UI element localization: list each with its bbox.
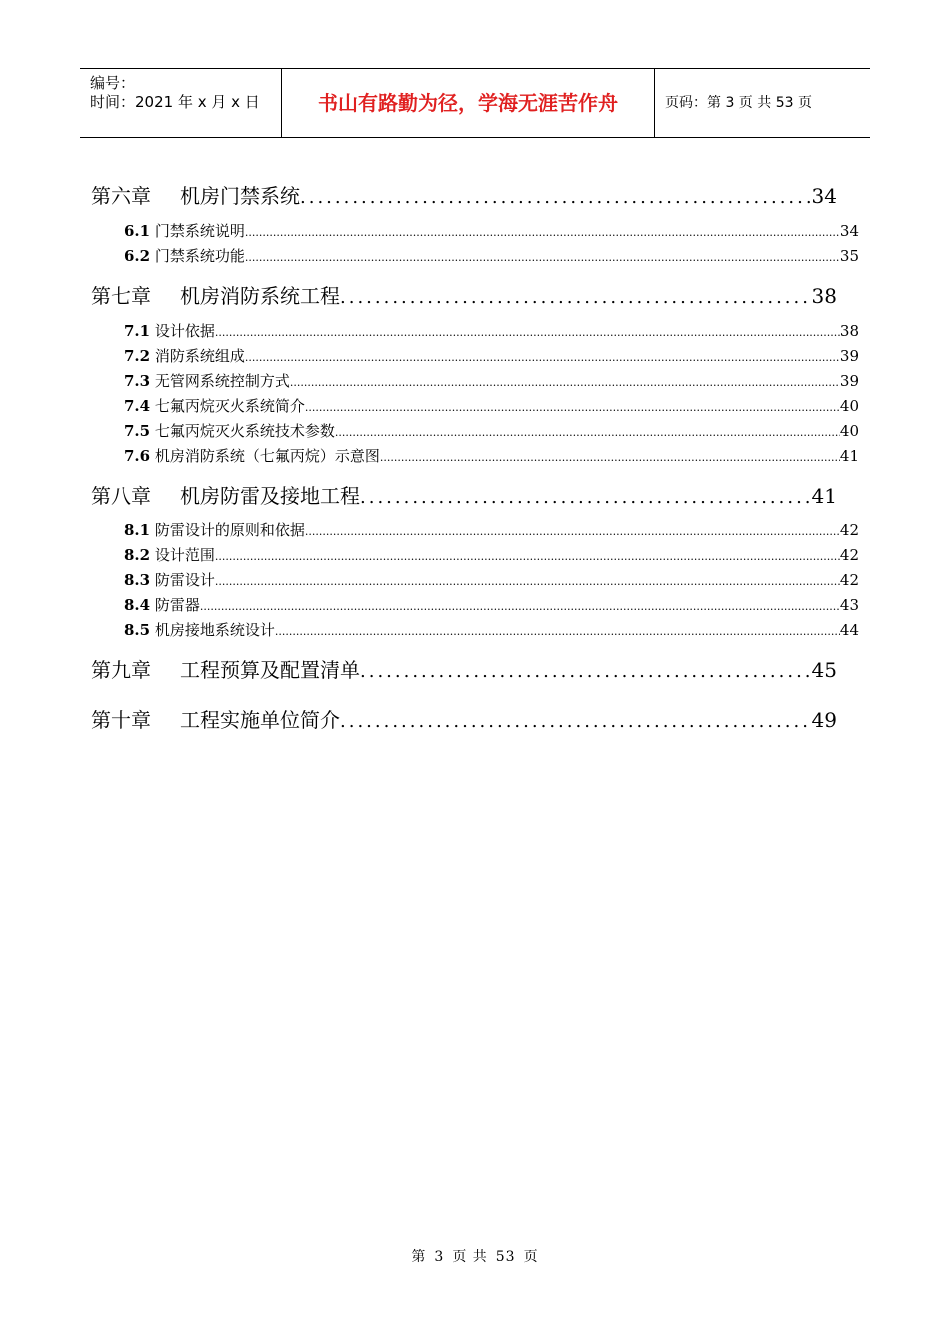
chapter-title: 机房防雷及接地工程 — [180, 484, 360, 508]
header-table — [80, 68, 870, 138]
section-number: 7.3 — [124, 372, 151, 390]
toc-section[interactable] — [124, 370, 859, 391]
number-label: 编号： — [90, 74, 136, 92]
footer-middle: 页 共 — [452, 1249, 488, 1265]
toc-section[interactable] — [124, 220, 859, 241]
toc-section[interactable] — [124, 619, 859, 640]
toc-chapter[interactable] — [91, 654, 837, 683]
toc-section[interactable] — [124, 345, 859, 366]
section-title: 消防系统组成 — [150, 347, 245, 365]
page-number: 41 — [839, 447, 859, 465]
chapter-number: 第八章 — [91, 484, 151, 508]
leader-dots — [215, 326, 840, 339]
page-number: 43 — [839, 596, 859, 614]
footer-total: 53 — [495, 1249, 516, 1265]
leader-dots — [360, 487, 810, 508]
section-number: 7.1 — [124, 322, 151, 340]
leader-dots — [300, 187, 810, 208]
leader-dots — [380, 451, 840, 464]
toc-section[interactable] — [124, 420, 859, 441]
section-number: 7.6 — [124, 447, 151, 465]
section-number: 8.1 — [124, 521, 151, 539]
section-number: 6.2 — [124, 247, 151, 265]
toc-chapter[interactable] — [91, 704, 837, 733]
section-title: 设计范围 — [150, 546, 215, 564]
toc-section[interactable] — [124, 445, 859, 466]
chapter-title: 机房门禁系统 — [180, 184, 300, 208]
toc-section[interactable] — [124, 320, 859, 341]
section-number: 8.3 — [124, 571, 151, 589]
leader-dots — [290, 376, 840, 389]
section-number: 8.2 — [124, 546, 151, 564]
page-number: 34 — [811, 184, 837, 208]
leader-dots — [275, 625, 840, 638]
page-number: 39 — [839, 372, 859, 390]
section-number: 7.4 — [124, 397, 151, 415]
section-title: 机房接地系统设计 — [150, 621, 275, 639]
chapter-number: 第七章 — [91, 284, 151, 308]
page-number: 44 — [839, 621, 859, 639]
section-title: 防雷器 — [150, 596, 200, 614]
section-title: 七氟丙烷灭火系统简介 — [150, 397, 305, 415]
footer-prefix: 第 — [411, 1249, 427, 1265]
section-title: 机房消防系统（七氟丙烷）示意图 — [150, 447, 380, 465]
section-number: 8.4 — [124, 596, 151, 614]
section-title: 防雷设计 — [150, 571, 215, 589]
section-title: 设计依据 — [150, 322, 215, 340]
chapter-number: 第九章 — [91, 658, 151, 682]
page-number: 34 — [839, 222, 859, 240]
leader-dots — [245, 251, 840, 264]
date-label: 时间：2021 年 x 月 x 日 — [90, 93, 260, 111]
toc-chapter[interactable] — [91, 480, 837, 509]
toc-chapter[interactable] — [91, 280, 837, 309]
toc-section[interactable] — [124, 594, 859, 615]
leader-dots — [215, 575, 840, 588]
page-number: 42 — [839, 571, 859, 589]
section-number: 6.1 — [124, 222, 151, 240]
section-number: 7.5 — [124, 422, 151, 440]
section-title: 门禁系统说明 — [150, 222, 245, 240]
footer-page: 3 — [434, 1249, 445, 1265]
toc-section[interactable] — [124, 519, 859, 540]
chapter-title: 工程实施单位简介 — [180, 708, 340, 732]
leader-dots — [340, 287, 810, 308]
page-number: 38 — [811, 284, 837, 308]
toc-section[interactable] — [124, 395, 859, 416]
page-number: 38 — [839, 322, 859, 340]
page-number: 42 — [839, 521, 859, 539]
leader-dots — [360, 661, 810, 682]
leader-dots — [245, 226, 840, 239]
toc-chapter[interactable] — [91, 180, 837, 209]
toc-section[interactable] — [124, 569, 859, 590]
leader-dots — [200, 600, 840, 613]
page-number: 39 — [839, 347, 859, 365]
page-number: 40 — [839, 397, 859, 415]
chapter-number: 第十章 — [91, 708, 151, 732]
leader-dots — [340, 711, 810, 732]
leader-dots — [335, 426, 840, 439]
chapter-number: 第六章 — [91, 184, 151, 208]
page-number: 42 — [839, 546, 859, 564]
page-number: 45 — [811, 658, 837, 682]
page-number: 40 — [839, 422, 859, 440]
section-number: 7.2 — [124, 347, 151, 365]
section-title: 门禁系统功能 — [150, 247, 245, 265]
header-meta-cell — [80, 69, 282, 137]
page-number: 41 — [811, 484, 837, 508]
page-footer — [0, 1246, 950, 1266]
toc-section[interactable] — [124, 245, 859, 266]
chapter-title: 机房消防系统工程 — [180, 284, 340, 308]
page-number: 35 — [839, 247, 859, 265]
section-number: 8.5 — [124, 621, 151, 639]
leader-dots — [215, 550, 840, 563]
section-title: 七氟丙烷灭火系统技术参数 — [150, 422, 335, 440]
section-title: 防雷设计的原则和依据 — [150, 521, 305, 539]
page-number: 49 — [811, 708, 837, 732]
footer-suffix: 页 — [523, 1249, 539, 1265]
leader-dots — [305, 401, 840, 414]
page-info: 页码：第 3 页 共 53 页 — [665, 95, 812, 111]
section-title: 无管网系统控制方式 — [150, 372, 290, 390]
leader-dots — [245, 351, 840, 364]
leader-dots — [305, 525, 840, 538]
toc-section[interactable] — [124, 544, 859, 565]
chapter-title: 工程预算及配置清单 — [180, 658, 360, 682]
motto: 书山有路勤为径，学海无涯苦作舟 — [282, 69, 655, 137]
